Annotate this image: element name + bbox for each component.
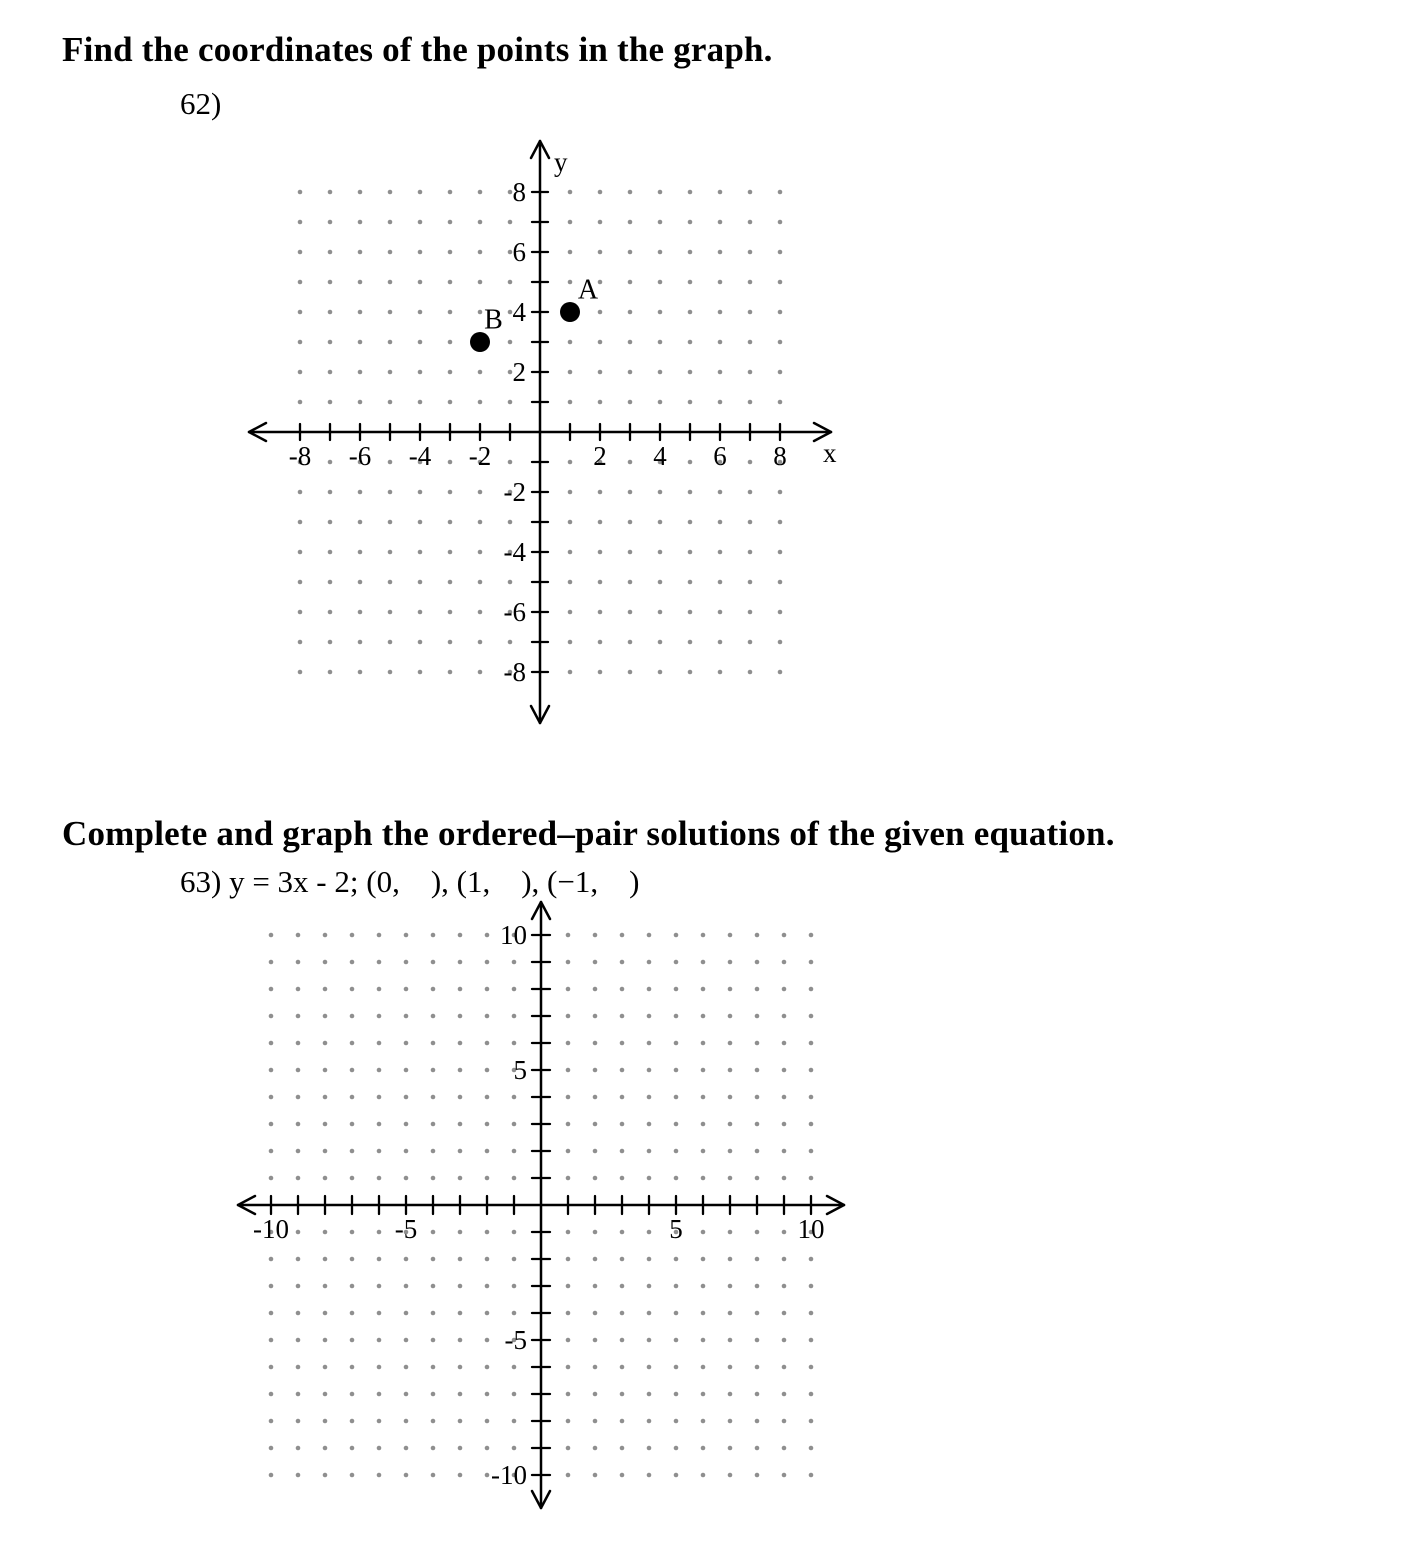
section-heading-62: Find the coordinates of the points in the graph. <box>62 30 773 69</box>
svg-text:-5: -5 <box>394 1214 418 1244</box>
svg-text:-4: -4 <box>408 441 432 471</box>
svg-text:-4: -4 <box>503 537 526 567</box>
problem-63-statement <box>180 864 639 900</box>
svg-text:5: 5 <box>669 1214 683 1244</box>
svg-text:-2: -2 <box>468 441 492 471</box>
svg-text:-8: -8 <box>503 657 526 687</box>
svg-text:-6: -6 <box>503 597 526 627</box>
svg-text:-6: -6 <box>348 441 372 471</box>
svg-text:x: x <box>823 438 837 468</box>
svg-text:-10: -10 <box>491 1460 527 1490</box>
svg-text:A: A <box>577 274 599 306</box>
svg-text:2: 2 <box>593 441 607 471</box>
svg-text:6: 6 <box>512 237 526 267</box>
svg-text:10: 10 <box>500 920 527 950</box>
svg-text:B: B <box>484 304 503 336</box>
svg-text:-8: -8 <box>288 441 312 471</box>
svg-text:10: 10 <box>797 1214 825 1244</box>
problem-63-equation: y = 3x - 2; (0, ), (1, ), (−1, ) <box>229 864 640 899</box>
svg-text:2: 2 <box>512 357 526 387</box>
svg-text:5: 5 <box>513 1055 527 1085</box>
problem-62-number: 62) <box>180 86 222 121</box>
problem-63-number: 63) <box>180 864 230 899</box>
svg-text:4: 4 <box>512 297 526 327</box>
svg-text:-10: -10 <box>253 1214 289 1244</box>
svg-text:-5: -5 <box>504 1325 527 1355</box>
section-heading-63: Complete and graph the ordered–pair solutions of the given equation. <box>62 814 1115 853</box>
svg-text:-2: -2 <box>503 477 526 507</box>
svg-text:y: y <box>554 147 568 177</box>
svg-text:8: 8 <box>512 177 526 207</box>
svg-text:4: 4 <box>653 441 667 471</box>
problem-63-graph <box>228 898 888 1544</box>
svg-text:8: 8 <box>773 441 787 471</box>
svg-text:6: 6 <box>713 441 727 471</box>
problem-62-graph <box>228 118 878 763</box>
